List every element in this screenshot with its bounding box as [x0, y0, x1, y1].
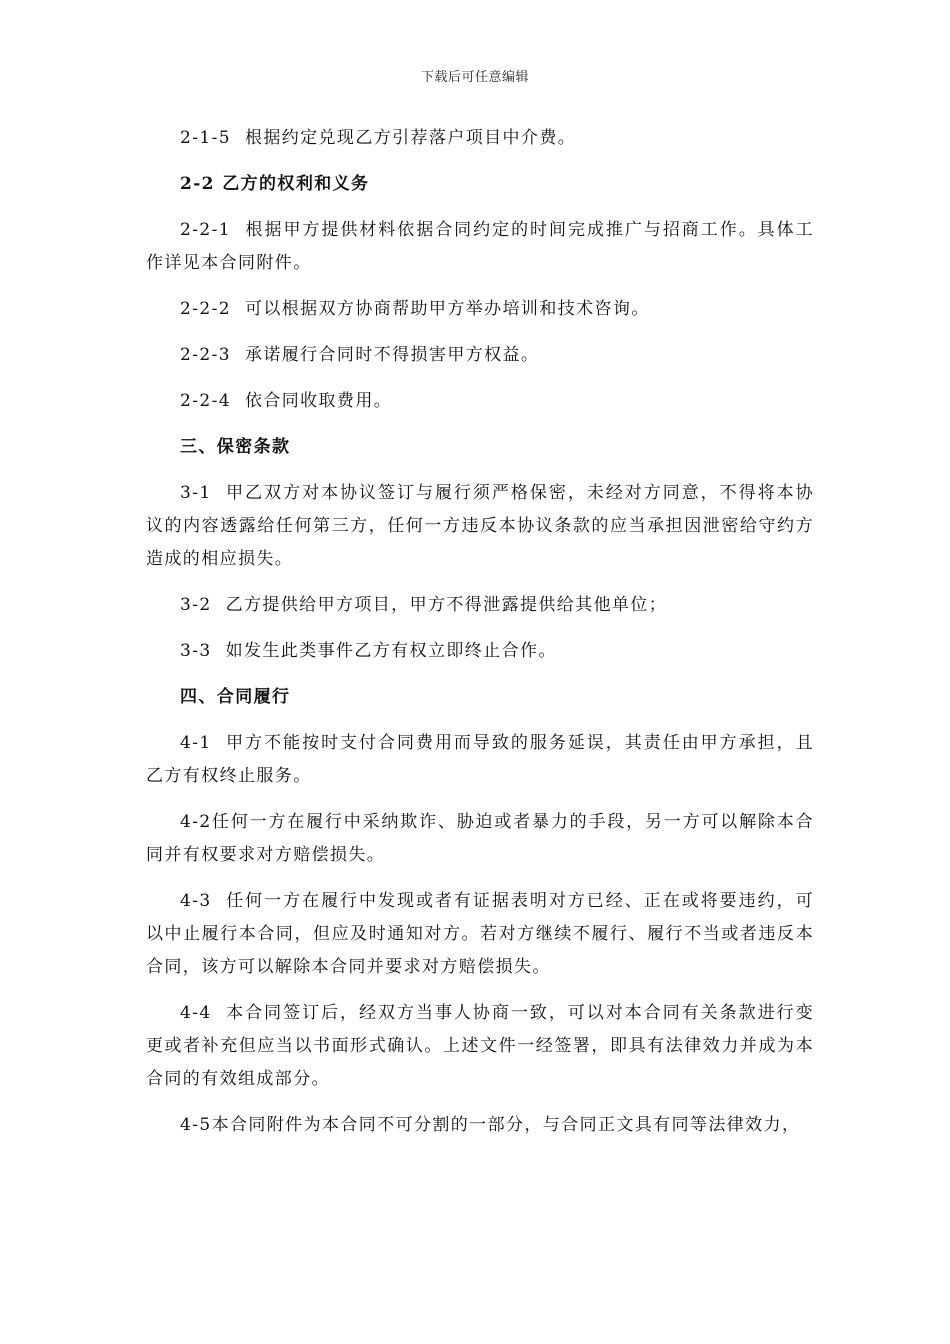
clause-2-2-3: [146, 339, 814, 372]
clause-2-2-1: [146, 214, 814, 280]
clause-text: 乙方提供给甲方项目，甲方不得泄露提供给其他单位；: [225, 595, 668, 615]
clause-text: 可以根据双方协商帮助甲方举办培训和技术咨询。: [244, 299, 650, 319]
clause-number: 2-1-5: [180, 128, 231, 148]
clause-2-1-5: [146, 122, 814, 155]
clause-text: 任何一方在履行中采纳欺诈、胁迫或者暴力的手段，另一方可以解除本合同并有权要求对方赔偿损失。: [146, 812, 814, 865]
clause-text: 甲方不能按时支付合同费用而导致的服务延误，其责任由甲方承担，且乙方有权终止服务。: [146, 733, 814, 786]
clause-text: 根据约定兑现乙方引荐落户项目中介费。: [244, 128, 577, 148]
clause-number: 2-2-2: [180, 299, 231, 319]
clause-text: 如发生此类事件乙方有权立即终止合作。: [225, 641, 557, 661]
clause-text: 甲乙双方对本协议签订与履行须严格保密，未经对方同意，不得将本协议的内容透露给任何第三方，任何一方违反本协议条款的应当承担因泄密给守约方造成的相应损失。: [146, 483, 814, 569]
section-heading-confidentiality: 三、保密条款: [180, 437, 291, 457]
clause-4-4: [146, 997, 814, 1096]
clause-number: 4-5: [180, 1115, 212, 1135]
clause-text: 任何一方在履行中发现或者有证据表明对方已经、正在或将要违约，可以中止履行本合同，但应及时通知对方。若对方继续不履行、履行不当或者违反本合同，该方可以解除本合同并要求对方赔偿损失。: [146, 891, 814, 977]
clause-3-2: [146, 589, 814, 622]
clause-text: 本合同签订后，经双方当事人协商一致，可以对本合同有关条款进行变更或者补充但应当以书面形式确认。上述文件一经签署，即具有法律效力并成为本合同的有效组成部分。: [146, 1003, 814, 1089]
clause-text: 依合同收取费用。: [244, 391, 393, 411]
clause-4-1: [146, 727, 814, 793]
document-body: [146, 122, 814, 1155]
clause-number: 3-3: [180, 641, 212, 661]
clause-number: 3-1: [180, 483, 212, 503]
clause-text: 根据甲方提供材料依据合同约定的时间完成推广与招商工作。具体工作详见本合同附件。: [146, 220, 814, 273]
clause-number: 2-2-3: [180, 345, 231, 365]
clause-number: 2-2-4: [180, 391, 231, 411]
clause-number: 2-2-1: [180, 220, 231, 240]
page-header: 下载后可任意编辑: [420, 70, 529, 85]
clause-text: 本合同附件为本合同不可分割的一部分，与合同正文具有同等法律效力，: [211, 1115, 801, 1135]
clause-number: 4-2: [180, 812, 212, 832]
clause-4-3: [146, 885, 814, 984]
clause-number: 4-4: [180, 1003, 212, 1023]
clause-2-2-2: [146, 293, 814, 326]
clause-number: 4-1: [180, 733, 212, 753]
clause-text: 承诺履行合同时不得损害甲方权益。: [244, 345, 540, 365]
clause-2-2-4: [146, 385, 814, 418]
clause-4-2: [146, 806, 814, 872]
clause-3-1: [146, 477, 814, 576]
clause-number: 4-3: [180, 891, 212, 911]
section-heading-2-2: 2-2 乙方的权利和义务: [180, 174, 370, 194]
clause-3-3: [146, 635, 814, 668]
clause-number: 3-2: [180, 595, 212, 615]
clause-4-5: [146, 1109, 814, 1142]
section-heading-performance: 四、合同履行: [180, 687, 291, 707]
